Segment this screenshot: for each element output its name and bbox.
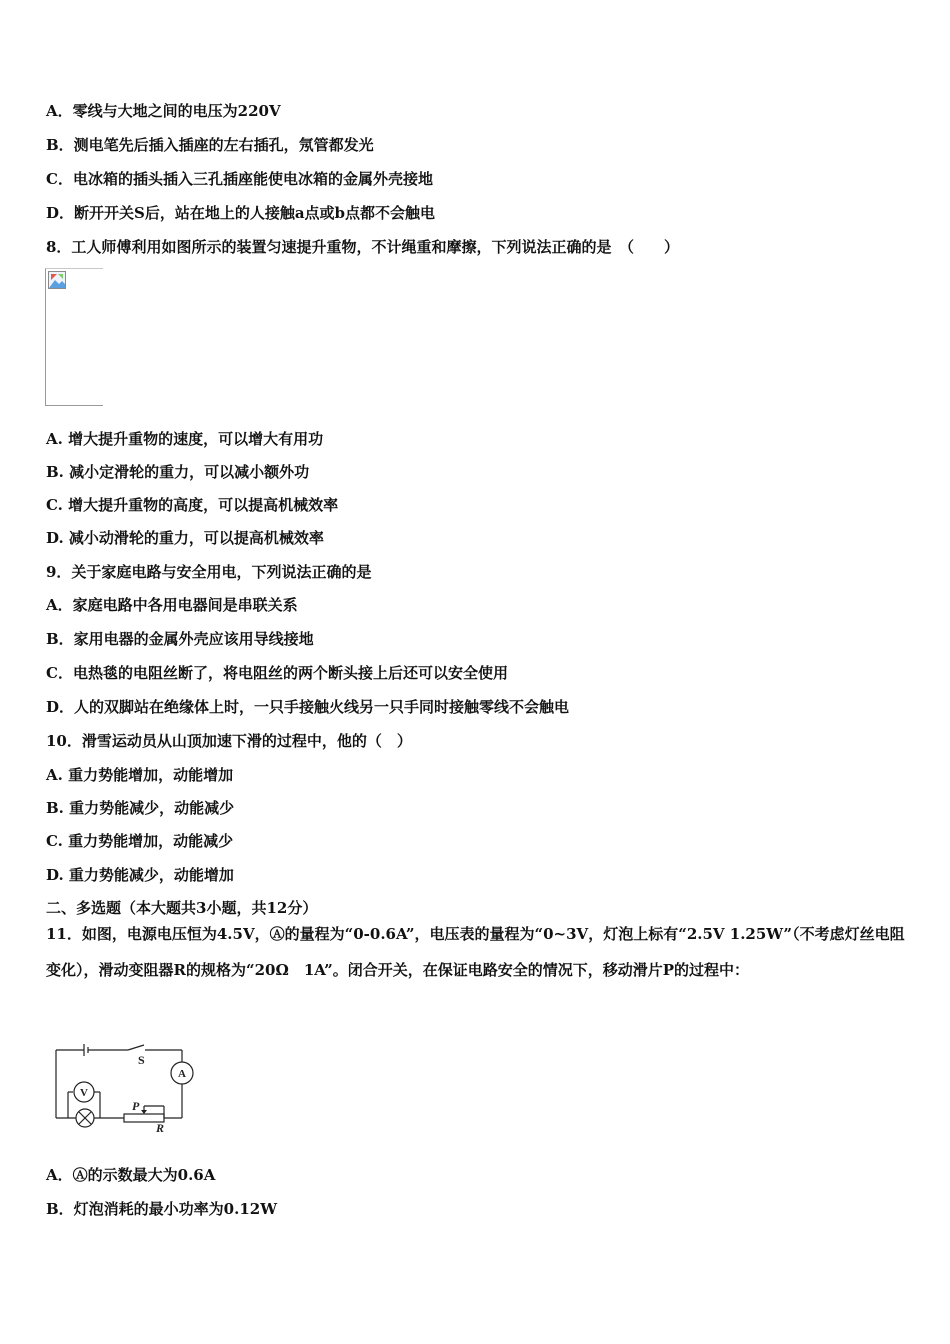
- circuit-diagram: [52, 1040, 198, 1132]
- voltmeter-label: V: [80, 1087, 88, 1099]
- section-heading: 二、多选题（本大题共3小题，共12分）: [46, 899, 318, 917]
- q9-option-a: A．家庭电路中各用电器间是串联关系: [46, 596, 298, 614]
- q9-option-c: C．电热毯的电阻丝断了，将电阻丝的两个断头接上后还可以安全使用: [46, 664, 508, 682]
- q9-stem: 9．关于家庭电路与安全用电，下列说法正确的是: [46, 563, 372, 581]
- slider-label: P: [132, 1099, 140, 1113]
- q8-option-d: D. 减小动滑轮的重力，可以提高机械效率: [46, 529, 324, 547]
- q7-option-a: A．零线与大地之间的电压为220V: [46, 102, 281, 120]
- q10-option-b: B. 重力势能减少，动能减少: [46, 799, 235, 817]
- q11-stem: 11．如图，电源电压恒为4.5V，Ⓐ的量程为“0-0.6A”，电压表的量程为“0~3V，灯泡上标有“2.5V 1.25W”（不考虑灯丝电阻变化），滑动变阻器R的规格为“20Ω 1A”。闭合开关，在保证电路安全的情况下，移动滑片P的过程中：: [46, 925, 905, 979]
- broken-image-placeholder: [45, 268, 103, 406]
- q8-option-b: B. 减小定滑轮的重力，可以减小额外功: [46, 463, 310, 481]
- q7-option-c: C．电冰箱的插头插入三孔插座能使电冰箱的金属外壳接地: [46, 170, 433, 188]
- q10-stem: 10．滑雪运动员从山顶加速下滑的过程中，他的（ ）: [46, 732, 412, 750]
- q9-option-b: B．家用电器的金属外壳应该用导线接地: [46, 630, 314, 648]
- q8-option-a: A. 增大提升重物的速度，可以增大有用功: [46, 430, 324, 448]
- q9-option-d: D．人的双脚站在绝缘体上时，一只手接触火线另一只手同时接触零线不会触电: [46, 698, 570, 716]
- q11-option-b: B．灯泡消耗的最小功率为0.12W: [46, 1200, 278, 1218]
- q10-option-c: C. 重力势能增加，动能减少: [46, 832, 234, 850]
- q7-option-d: D．断开开关S后，站在地上的人接触a点或b点都不会触电: [46, 204, 436, 222]
- q10-option-d: D. 重力势能减少，动能增加: [46, 866, 234, 884]
- q11-option-a: A．Ⓐ的示数最大为0.6A: [46, 1166, 216, 1184]
- resistor-label: R: [156, 1121, 165, 1132]
- q8-option-c: C. 增大提升重物的高度，可以提高机械效率: [46, 496, 339, 514]
- broken-image-icon: [48, 271, 66, 289]
- ammeter-label: A: [178, 1068, 186, 1080]
- q8-stem: 8．工人师傅利用如图所示的装置匀速提升重物，不计绳重和摩擦，下列说法正确的是 （ ）: [46, 238, 679, 256]
- q10-option-a: A. 重力势能增加，动能增加: [46, 766, 234, 784]
- switch-label: S: [138, 1053, 145, 1067]
- q7-option-b: B．测电笔先后插入插座的左右插孔，氖管都发光: [46, 136, 374, 154]
